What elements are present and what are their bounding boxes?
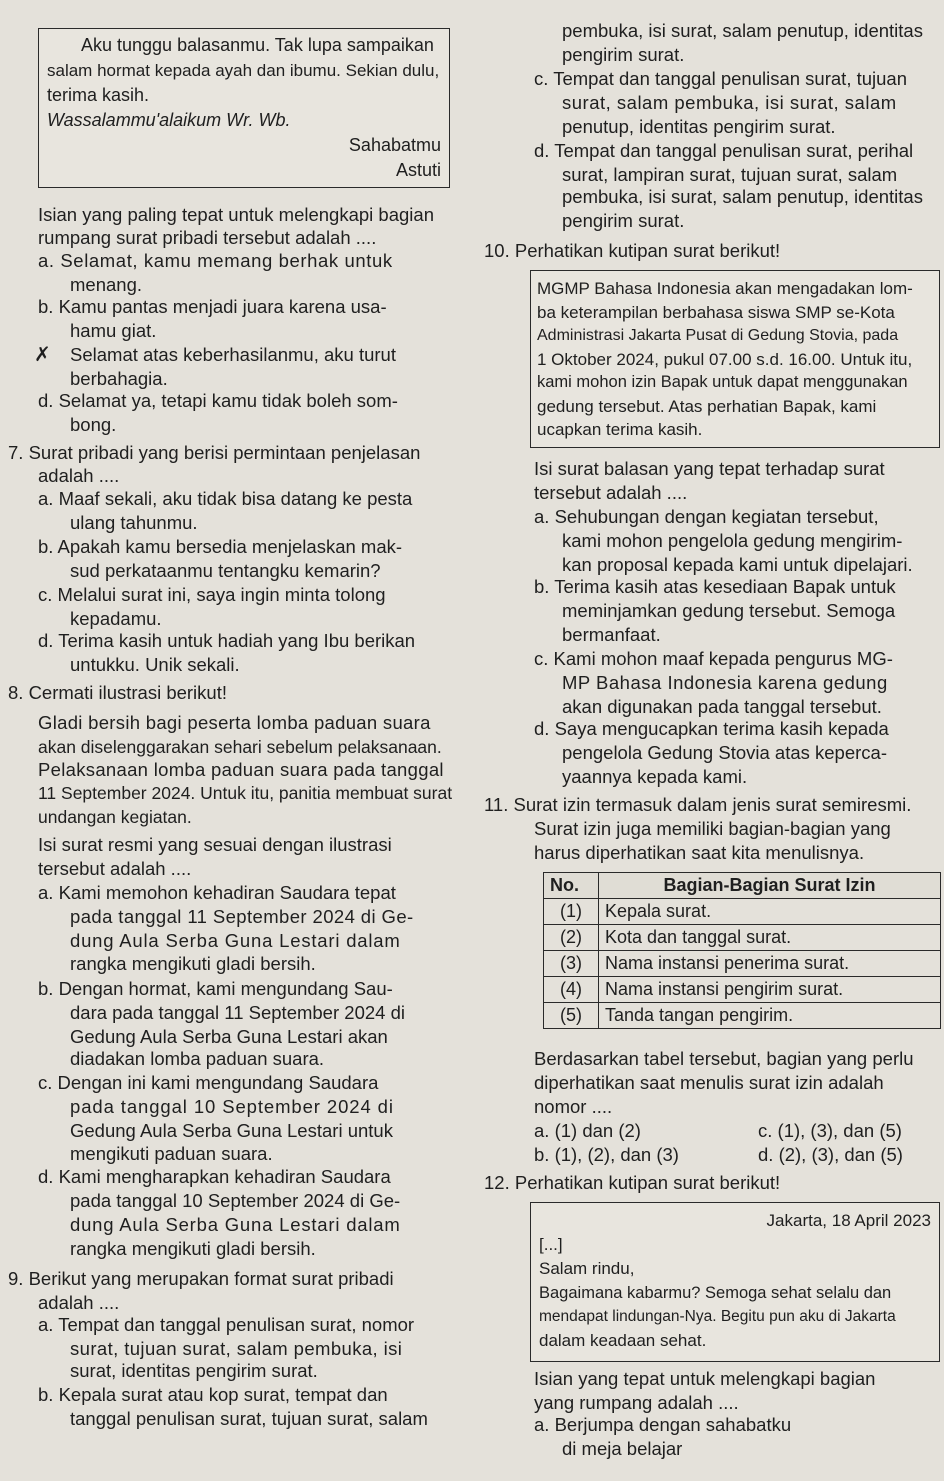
- q10-letter-line: MGMP Bahasa Indonesia akan mengadakan lom-: [537, 279, 913, 298]
- q7-option-c[interactable]: kepadamu.: [70, 608, 162, 629]
- q7-option-a[interactable]: ulang tahunmu.: [70, 512, 198, 533]
- q9-option-a[interactable]: surat, identitas pengirim surat.: [70, 1360, 318, 1381]
- q8-option-b[interactable]: diadakan lomba paduan suara.: [70, 1048, 325, 1069]
- q12-letter-excerpt: [530, 1202, 940, 1362]
- q10-letter-excerpt: [530, 270, 940, 448]
- q6-option-c[interactable]: Selamat atas keberhasilanmu, aku turut: [70, 344, 396, 365]
- q12-letter-blank: [...]: [539, 1235, 563, 1254]
- q10-option-b[interactable]: bermanfaat.: [562, 624, 661, 645]
- q9-option-b[interactable]: b. Kepala surat atau kop surat, tempat dan: [38, 1384, 388, 1405]
- q8-stem: 8. Cermati ilustrasi berikut!: [8, 682, 227, 703]
- q12-stem: 12. Perhatikan kutipan surat berikut!: [484, 1172, 781, 1193]
- q12-option-a[interactable]: di meja belajar: [562, 1438, 683, 1459]
- q10-option-b[interactable]: b. Terima kasih atas kesediaan Bapak untuk: [534, 576, 896, 597]
- q8-option-a[interactable]: rangka mengikuti gladi bersih.: [70, 953, 316, 974]
- q6-option-d[interactable]: bong.: [70, 414, 117, 435]
- q8-option-d[interactable]: pada tanggal 10 September 2024 di Ge-: [70, 1190, 401, 1211]
- q11-question: diperhatikan saat menulis surat izin adalah: [534, 1072, 884, 1093]
- q10-option-a[interactable]: kami mohon pengelola gedung mengirim-: [562, 530, 903, 551]
- table-cell-part: Kepala surat.: [599, 899, 941, 925]
- q6-letter-excerpt: [38, 28, 450, 188]
- q9-option-c[interactable]: penutup, identitas pengirim surat.: [562, 116, 836, 137]
- q10-letter-line: kami mohon izin Bapak untuk dapat menggunakan: [537, 373, 908, 391]
- q10-letter-line: 1 Oktober 2024, pukul 07.00 s.d. 16.00. Untuk itu,: [537, 349, 913, 369]
- q8-illustration: Pelaksanaan lomba paduan suara pada tanggal: [38, 759, 444, 780]
- q10-question: tersebut adalah ....: [534, 482, 688, 503]
- q9-option-d[interactable]: pengirim surat.: [562, 210, 685, 231]
- table-header-part: Bagian-Bagian Surat Izin: [599, 873, 941, 899]
- q8-option-a[interactable]: dung Aula Serba Guna Lestari dalam: [70, 930, 401, 951]
- q10-option-d[interactable]: yaannya kepada kami.: [562, 766, 748, 787]
- q11-stem: 11. Surat izin termasuk dalam jenis surat semiresmi.: [484, 794, 912, 815]
- q11-parts-table: [543, 872, 941, 1029]
- q6-option-b[interactable]: b. Kamu pantas menjadi juara karena usa-: [38, 296, 387, 317]
- table-row: [544, 899, 941, 925]
- q8-option-a[interactable]: pada tanggal 11 September 2024 di Ge-: [70, 906, 414, 927]
- table-cell-no: (4): [544, 977, 599, 1003]
- q8-option-d[interactable]: rangka mengikuti gladi bersih.: [70, 1238, 316, 1259]
- q9-option-a[interactable]: surat, tujuan surat, salam pembuka, isi: [70, 1338, 403, 1359]
- q10-letter-line: gedung tersebut. Atas perhatian Bapak, kami: [537, 396, 877, 416]
- q10-option-a[interactable]: kan proposal kepada kami untuk dipelajari.: [562, 554, 913, 575]
- q6-option-d[interactable]: d. Selamat ya, tetapi kamu tidak boleh som-: [38, 390, 398, 411]
- q12-option-a[interactable]: a. Berjumpa dengan sahabatku: [534, 1414, 792, 1435]
- q8-option-b[interactable]: dara pada tanggal 11 September 2024 di: [70, 1002, 405, 1023]
- q11-option-b[interactable]: b. (1), (2), dan (3): [534, 1144, 679, 1165]
- table-header-no: No.: [544, 873, 599, 899]
- q12-question: Isian yang tepat untuk melengkapi bagian: [534, 1368, 876, 1389]
- q11-stem: Surat izin juga memiliki bagian-bagian yang: [534, 818, 891, 839]
- q11-option-c[interactable]: c. (1), (3), dan (5): [758, 1120, 902, 1141]
- q11-stem: harus diperhatikan saat kita menulisnya.: [534, 842, 865, 863]
- q9-option-b[interactable]: tanggal penulisan surat, tujuan surat, salam: [70, 1408, 428, 1429]
- q11-question: nomor ....: [534, 1096, 613, 1117]
- q12-letter-line: dalam keadaan sehat.: [539, 1331, 707, 1350]
- q7-option-a[interactable]: a. Maaf sekali, aku tidak bisa datang ke pesta: [38, 488, 413, 509]
- q9-option-d[interactable]: surat, lampiran surat, tujuan surat, salam: [562, 164, 898, 185]
- q9-option-b[interactable]: pengirim surat.: [562, 44, 685, 65]
- q7-stem: adalah ....: [38, 465, 120, 486]
- q6-option-a[interactable]: a. Selamat, kamu memang berhak untuk: [38, 250, 393, 271]
- table-cell-part: Kota dan tanggal surat.: [599, 925, 941, 951]
- table-row: [544, 1003, 941, 1029]
- table-cell-part: Nama instansi pengirim surat.: [599, 977, 941, 1003]
- q10-letter-line: ba keterampilan berbahasa siswa SMP se-Kota: [537, 302, 895, 322]
- q8-option-c[interactable]: c. Dengan ini kami mengundang Saudara: [38, 1072, 379, 1093]
- q11-option-a[interactable]: a. (1) dan (2): [534, 1120, 641, 1141]
- q10-option-a[interactable]: a. Sehubungan dengan kegiatan tersebut,: [534, 506, 879, 527]
- q8-option-c[interactable]: Gedung Aula Serba Guna Lestari untuk: [70, 1120, 393, 1141]
- q10-option-d[interactable]: pengelola Gedung Stovia atas keperca-: [562, 742, 887, 763]
- q10-letter-line: ucapkan terima kasih.: [537, 420, 703, 439]
- q10-stem: 10. Perhatikan kutipan surat berikut!: [484, 240, 781, 261]
- q8-option-c[interactable]: mengikuti paduan suara.: [70, 1143, 273, 1164]
- q7-option-d[interactable]: d. Terima kasih untuk hadiah yang Ibu berikan: [38, 630, 416, 651]
- q6-stem: rumpang surat pribadi tersebut adalah ....: [38, 227, 377, 248]
- q8-illustration: undangan kegiatan.: [38, 807, 192, 827]
- q9-option-a[interactable]: a. Tempat dan tanggal penulisan surat, nomor: [38, 1314, 415, 1335]
- q8-illustration: Gladi bersih bagi peserta lomba paduan suara: [38, 712, 431, 733]
- q10-option-c[interactable]: akan digunakan pada tanggal tersebut.: [562, 696, 882, 717]
- table-body: [544, 899, 941, 1029]
- q12-question: yang rumpang adalah ....: [534, 1392, 739, 1413]
- q7-option-b[interactable]: b. Apakah kamu bersedia menjelaskan mak-: [38, 536, 403, 557]
- table-row: [544, 925, 941, 951]
- q9-option-d[interactable]: pembuka, isi surat, salam penutup, identitas: [562, 186, 923, 207]
- q10-option-b[interactable]: meminjamkan gedung tersebut. Semoga: [562, 600, 896, 621]
- q6-stem: Isian yang paling tepat untuk melengkapi bagian: [38, 204, 434, 225]
- q8-question: Isi surat resmi yang sesuai dengan ilustrasi: [38, 834, 392, 855]
- q8-illustration: akan diselenggarakan sehari sebelum pelaksanaan.: [38, 737, 442, 757]
- table-header-row: [544, 873, 941, 899]
- q9-stem: adalah ....: [38, 1292, 120, 1313]
- q9-option-c[interactable]: c. Tempat dan tanggal penulisan surat, tujuan: [534, 68, 907, 89]
- q12-letter-line: mendapat lindungan-Nya. Begitu pun aku di Jakarta: [539, 1308, 896, 1325]
- q8-question: tersebut adalah ....: [38, 858, 192, 879]
- q7-option-d[interactable]: untukku. Unik sekali.: [70, 654, 240, 675]
- q10-option-d[interactable]: d. Saya mengucapkan terima kasih kepada: [534, 718, 889, 739]
- table-cell-no: (2): [544, 925, 599, 951]
- q6-option-c[interactable]: berbahagia.: [70, 368, 168, 389]
- table-cell-no: (1): [544, 899, 599, 925]
- q10-letter-line: Administrasi Jakarta Pusat di Gedung Stovia, pada: [537, 327, 899, 344]
- q9-option-c[interactable]: surat, salam pembuka, isi surat, salam: [562, 92, 897, 113]
- q12-letter-date: Jakarta, 18 April 2023: [766, 1211, 931, 1230]
- table-row: [544, 977, 941, 1003]
- q6-option-a[interactable]: menang.: [70, 274, 142, 295]
- q8-option-b[interactable]: b. Dengan hormat, kami mengundang Sau-: [38, 978, 393, 999]
- q6-letter-line: Wassalammu'alaikum Wr. Wb.: [47, 110, 291, 130]
- q9-stem: 9. Berikut yang merupakan format surat pribadi: [8, 1268, 394, 1289]
- answer-check-mark-icon: ✗: [34, 344, 51, 366]
- q11-option-d[interactable]: d. (2), (3), dan (5): [758, 1144, 903, 1165]
- q10-option-c[interactable]: MP Bahasa Indonesia karena gedung: [562, 672, 888, 693]
- table-cell-no: (3): [544, 951, 599, 977]
- q8-option-d[interactable]: dung Aula Serba Guna Lestari dalam: [70, 1214, 401, 1235]
- q8-illustration: 11 September 2024. Untuk itu, panitia membuat surat: [38, 783, 453, 803]
- q8-option-a[interactable]: a. Kami memohon kehadiran Saudara tepat: [38, 882, 396, 903]
- q7-option-c[interactable]: c. Melalui surat ini, saya ingin minta tolong: [38, 584, 386, 605]
- table-row: [544, 951, 941, 977]
- q6-letter-line: salam hormat kepada ayah dan ibumu. Sekian dulu,: [47, 61, 440, 80]
- table-cell-no: (5): [544, 1003, 599, 1029]
- q6-letter-line: Aku tunggu balasanmu. Tak lupa sampaikan: [81, 35, 434, 55]
- q6-option-b[interactable]: hamu giat.: [70, 320, 157, 341]
- q10-question: Isi surat balasan yang tepat terhadap surat: [534, 458, 885, 479]
- q7-option-b[interactable]: sud perkataanmu tentangku kemarin?: [70, 560, 381, 581]
- q9-option-b[interactable]: pembuka, isi surat, salam penutup, identitas: [562, 20, 923, 41]
- q7-stem: 7. Surat pribadi yang berisi permintaan penjelasan: [8, 442, 421, 463]
- q6-letter-signoff: Sahabatmu: [348, 135, 441, 155]
- q9-option-d[interactable]: d. Tempat dan tanggal penulisan surat, perihal: [534, 140, 914, 161]
- q11-question: Berdasarkan tabel tersebut, bagian yang perlu: [534, 1048, 914, 1069]
- q12-letter-line: Bagaimana kabarmu? Semoga sehat selalu dan: [539, 1284, 892, 1302]
- table-cell-part: Nama instansi penerima surat.: [599, 951, 941, 977]
- q8-option-d[interactable]: d. Kami mengharapkan kehadiran Saudara: [38, 1166, 391, 1187]
- table-cell-part: Tanda tangan pengirim.: [599, 1003, 941, 1029]
- q6-letter-sender: Astuti: [395, 160, 441, 180]
- q8-option-c[interactable]: pada tanggal 10 September 2024 di: [70, 1096, 394, 1117]
- q6-letter-line: terima kasih.: [47, 85, 150, 105]
- q8-option-b[interactable]: Gedung Aula Serba Guna Lestari akan: [70, 1026, 388, 1047]
- q10-option-c[interactable]: c. Kami mohon maaf kepada pengurus MG-: [534, 648, 893, 669]
- q12-letter-line: Salam rindu,: [539, 1259, 635, 1278]
